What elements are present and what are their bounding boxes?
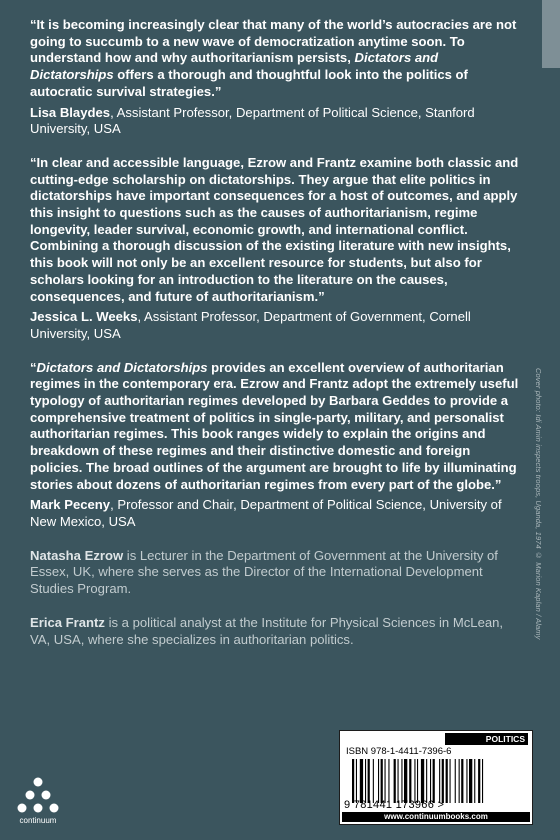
continuum-logo-icon [16,776,60,816]
endorsement-attribution: Jessica L. Weeks, Assistant Professor, Department of Government, Cornell University, USA [30,309,471,341]
publisher-name: continuum [19,816,57,825]
endorsement-2 [30,155,520,343]
isbn-text: ISBN 978-1-4411-7396-6 [346,746,452,757]
book-title: Dictators and Dictatorships [30,50,439,83]
endorsement-3 [30,360,520,531]
barcode-digits: 9 781441 173966 > [344,799,445,811]
category-label: POLITICS [445,733,528,745]
top-right-tab [542,0,560,68]
endorser-name: Mark Peceny [30,497,111,513]
endorsement-attribution: Mark Peceny, Professor and Chair, Department of Political Science, University of New Mexico, USA [30,497,502,529]
barcode-panel [339,730,533,825]
author-bio-1 [30,548,520,598]
author-bio-text: Erica Frantz is a political analyst at the Institute for Physical Sciences in McLean, VA, USA, where she specializes in authoritarian politics. [30,614,504,647]
endorser-name: Lisa Blaydes [30,104,111,120]
author-name: Natasha Ezrow [30,547,124,563]
barcode-icon [352,759,524,803]
endorsement-attribution: Lisa Blaydes, Assistant Professor, Department of Political Science, Stanford University, USA [30,104,475,137]
endorser-name: Jessica L. Weeks [30,309,138,325]
endorsement-quote: “In clear and accessible language, Ezrow and Frantz examine both classic and cutting-edge scholarship on dictatorships. They argue that elite politics in dictatorships have important consequences for a host of outcomes, and apply this insight to questions such as the causes of authoritarianism, regime longevity, leader survival, economic growth, and international conflict. Combining a thorough discussion of the existing literature with new insights, this book will not only be an excellent resource for students, but also for scholars looking for an introduction to the literature on the causes, consequences, and future of authoritarianism.” [30,154,519,304]
author-bio-2 [30,615,520,648]
publisher-url: www.continuumbooks.com [342,812,530,822]
back-cover-text [30,17,520,665]
book-title: Dictators and Dictatorships [36,359,208,375]
endorsement-1 [30,17,520,138]
author-bio-text: Natasha Ezrow is Lecturer in the Department of Government at the University of Essex, UK, where she serves as the Director of the International Development Studies Program. [30,547,498,597]
author-name: Erica Frantz [30,614,105,630]
endorsement-quote: “Dictators and Dictatorships provides an excellent overview of authoritarian regimes in the contemporary era. Ezrow and Frantz adopt the extremely useful typology of authoritarian regimes developed by Barbara Geddes to provide a comprehensive treatment of politics in single-party, military, and personalist authoritarian regimes. This book ranges widely to explain the origins and breakdown of these regimes and their distinctive domestic and foreign policies. The broad outlines of the argument are brought to life by illuminating stories about dozens of authoritarian regimes from every part of the globe.” [30,359,519,492]
publisher-logo [16,776,60,832]
photo-credit: Cover photo: Idi Amin inspects troops, Uganda, 1974 © Marion Kaplan / Alamy [534,368,543,640]
endorsement-quote: “It is becoming increasingly clear that many of the world’s autocracies are not going to succumb to a new wave of democratization anytime soon. To understand how and why authoritarianism persists, Dictators and Dictatorships offers a thorough and thoughtful look into the politics of autocratic survival strategies.” [30,17,517,99]
